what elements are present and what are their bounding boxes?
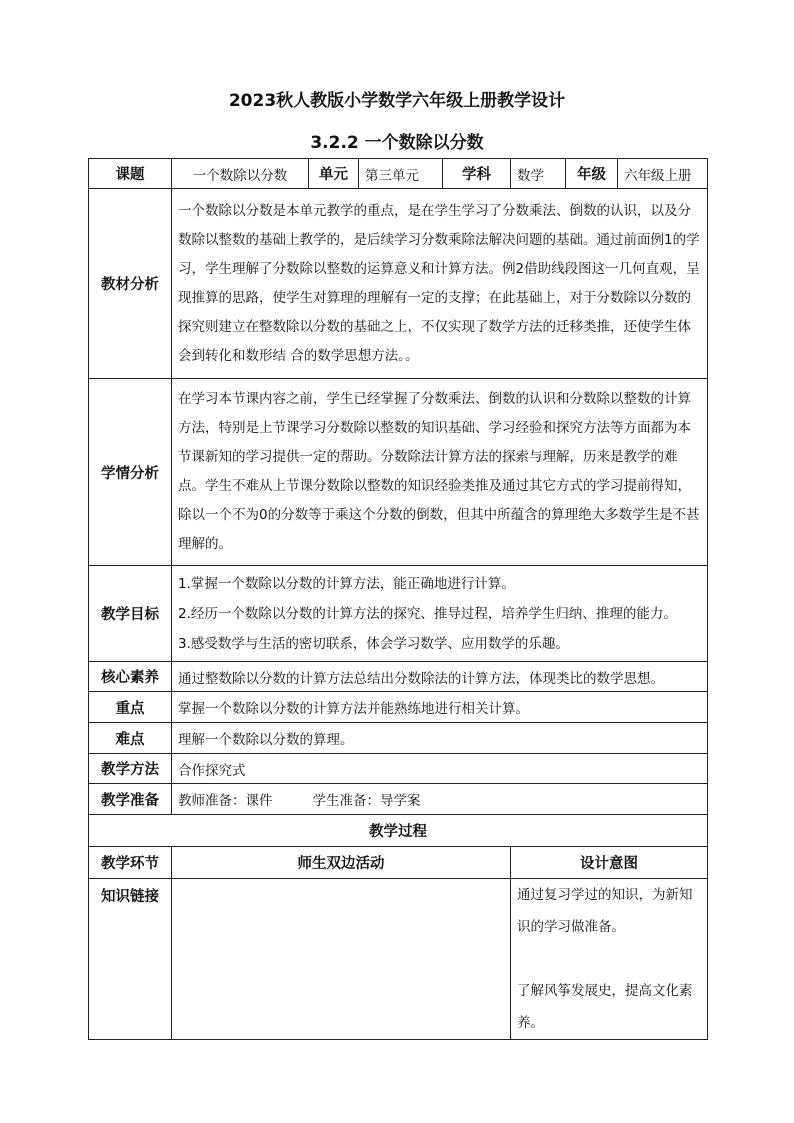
process-row (89, 879, 708, 1040)
process-intent (511, 879, 708, 1040)
teaching-prep-text (172, 784, 708, 815)
student-analysis-label: 学情分析 (89, 379, 172, 566)
goal-item: 1.掌握一个数除以分数的计算方法，能正确地进行计算。 (178, 575, 515, 592)
teacher-prep: 教师准备：课件 (178, 793, 273, 809)
topic-value: 一个数除以分数 (172, 159, 309, 189)
teaching-goals-row (89, 566, 708, 662)
difficulty-text: 理解一个数除以分数的算理。 (172, 723, 708, 754)
process-activity (172, 879, 511, 1040)
teaching-goals-label: 教学目标 (89, 566, 172, 662)
process-column-header-row (89, 847, 708, 879)
unit-label: 单元 (309, 159, 359, 189)
unit-value: 第三单元 (359, 159, 443, 189)
document-title: 2023秋人教版小学数学六年级上册教学设计 (228, 91, 566, 111)
header-row (89, 159, 708, 189)
key-point-text: 掌握一个数除以分数的计算方法并能熟练地进行相关计算。 (172, 692, 708, 723)
teaching-goals-list (172, 566, 708, 662)
lesson-plan-table (88, 158, 708, 1040)
key-point-label: 重点 (89, 692, 172, 723)
core-literacy-text: 通过整数除以分数的计算方法总结出分数除法的计算方法，体现类比的数学思想。 (172, 662, 708, 692)
subject-value: 数学 (511, 159, 566, 189)
intent-column-header: 设计意图 (511, 847, 708, 879)
teaching-method-label: 教学方法 (89, 754, 172, 784)
topic-label: 课题 (89, 159, 172, 189)
intent-text-b: 了解风筝发展史，提高文化素养。 (517, 983, 693, 1031)
teaching-method-text: 合作探究式 (172, 754, 708, 784)
student-prep: 学生准备：导学案 (312, 793, 421, 809)
student-analysis-text: 在学习本节课内容之前，学生已经掌握了分数乘法、倒数的认识和分数除以整数的计算方法，特别是上节课学习分数除以整数的知识基础、学习经验和探究方法等方面都为本节课新知的学习提供一定的帮助。分数除法计算方法的探索与理解，历来是教学的难点。学生不难从上节课分数除以整数的知识经验类推及通过其它方式的学习提前得知，除以一个不为0的分数等于乘这个分数的倒数，但其中所蕴含的算理绝大多数学生是不甚理解的。 (172, 379, 708, 566)
textbook-analysis-row (89, 189, 708, 379)
difficulty-row (89, 723, 708, 754)
process-stage: 知识链接 (89, 879, 172, 1040)
core-literacy-row (89, 662, 708, 692)
difficulty-label: 难点 (89, 723, 172, 754)
goal-item: 3.感受数学与生活的密切联系，体会学习数学、应用数学的乐趣。 (178, 635, 569, 652)
subject-label: 学科 (443, 159, 511, 189)
core-literacy-label: 核心素养 (89, 662, 172, 692)
grade-label: 年级 (566, 159, 618, 189)
student-analysis-row (89, 379, 708, 566)
goal-item: 2.经历一个数除以分数的计算方法的探究、推导过程，培养学生归纳、推理的能力。 (178, 605, 677, 622)
process-heading: 教学过程 (89, 815, 708, 847)
teaching-prep-row (89, 784, 708, 815)
document-subtitle: 3.2.2 一个数除以分数 (310, 133, 484, 153)
activity-column-header: 师生双边活动 (172, 847, 511, 879)
stage-column-header: 教学环节 (89, 847, 172, 879)
textbook-analysis-label: 教材分析 (89, 189, 172, 379)
key-point-row (89, 692, 708, 723)
textbook-analysis-text: 一个数除以分数是本单元教学的重点，是在学生学习了分数乘法、倒数的认识，以及分数除以整数的基础上教学的，是后续学习分数乘除法解决问题的基础。通过前面例1的学习，学生理解了分数除以整数的运算意义和计算方法。例2借助线段图这一几何直观，呈现推算的思路，使学生对算理的理解有一定的支撑；在此基础上，对于分数除以分数的探究则建立在整数除以分数的基础之上，不仅实现了数学方法的迁移类推，还使学生体会到转化和数形结 合的数学思想方法。。 (172, 189, 708, 379)
process-heading-row (89, 815, 708, 847)
teaching-method-row (89, 754, 708, 784)
teaching-prep-label: 教学准备 (89, 784, 172, 815)
grade-value: 六年级上册 (618, 159, 708, 189)
intent-text-a: 通过复习学过的知识，为新知识的学习做准备。 (517, 887, 693, 935)
